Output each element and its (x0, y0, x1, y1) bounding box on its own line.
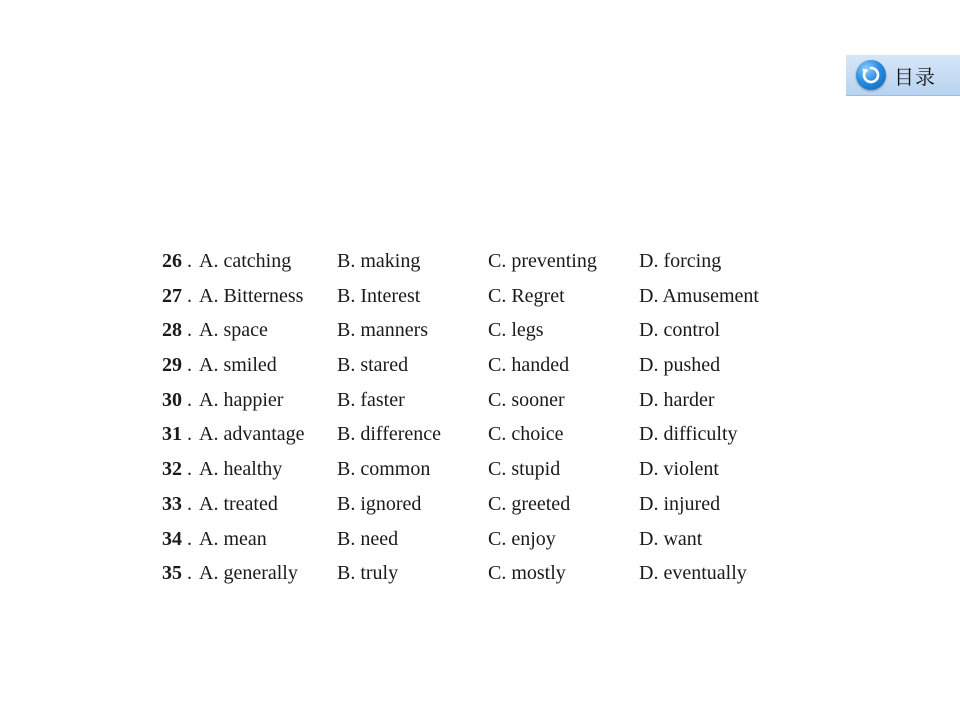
option-d: D. control (639, 319, 721, 342)
option-a: A. healthy (199, 458, 283, 481)
option-a: A. space (199, 319, 268, 342)
option-b: B. faster (337, 388, 405, 411)
option-b: B. stared (337, 354, 409, 377)
option-a: A. generally (199, 562, 298, 585)
question-number-dot: . (187, 319, 192, 342)
question-number-dot: . (187, 423, 192, 446)
option-b: B. manners (337, 319, 429, 342)
option-c: C. preventing (488, 250, 597, 272)
option-c: C. Regret (488, 284, 565, 307)
option-a: A. catching (199, 250, 292, 272)
circular-arrow-icon (856, 60, 886, 90)
question-number: 33 (162, 492, 182, 515)
question-number-dot: . (187, 250, 192, 272)
question-number: 30 (162, 388, 182, 411)
option-b: B. difference (337, 423, 442, 446)
question-number: 31 (162, 423, 182, 446)
option-a: A. advantage (199, 423, 305, 446)
question-number-dot: . (187, 492, 192, 515)
option-c: C. legs (488, 319, 544, 342)
option-b: B. Interest (337, 284, 421, 307)
option-d: D. difficulty (639, 423, 738, 446)
question-number-dot: . (187, 562, 192, 585)
option-a: A. treated (199, 492, 278, 515)
question-number: 26 (162, 250, 182, 272)
option-a: A. mean (199, 527, 267, 550)
option-b: B. truly (337, 562, 399, 585)
question-number: 29 (162, 354, 182, 377)
option-c: C. sooner (488, 388, 565, 411)
option-c: C. choice (488, 423, 564, 446)
option-d: D. want (639, 527, 703, 550)
option-c: C. stupid (488, 458, 561, 481)
option-a: A. Bitterness (199, 284, 304, 307)
question-number-dot: . (187, 527, 192, 550)
option-b: B. making (337, 250, 421, 272)
option-c: C. mostly (488, 562, 566, 585)
question-number-dot: . (187, 354, 192, 377)
option-d: D. forcing (639, 250, 722, 272)
question-number: 35 (162, 562, 182, 585)
question-number-dot: . (187, 284, 192, 307)
option-b: B. need (337, 527, 399, 550)
option-c: C. enjoy (488, 527, 556, 550)
table-of-contents-button[interactable] (846, 55, 960, 96)
question-number-dot: . (187, 458, 192, 481)
option-c: C. greeted (488, 492, 571, 515)
question-number: 28 (162, 319, 182, 342)
table-of-contents-label: 目录 (894, 64, 936, 89)
option-c: C. handed (488, 354, 570, 377)
question-number: 32 (162, 458, 182, 481)
option-d: D. pushed (639, 354, 721, 377)
option-d: D. harder (639, 388, 715, 411)
option-d: D. eventually (639, 562, 747, 585)
option-a: A. smiled (199, 354, 277, 377)
question-number: 27 (162, 284, 182, 307)
option-b: B. common (337, 458, 431, 481)
option-d: D. injured (639, 492, 721, 515)
option-d: D. Amusement (639, 284, 759, 307)
option-a: A. happier (199, 388, 284, 411)
option-d: D. violent (639, 458, 719, 481)
question-number-dot: . (187, 388, 192, 411)
question-number: 34 (162, 527, 182, 550)
option-b: B. ignored (337, 492, 422, 515)
